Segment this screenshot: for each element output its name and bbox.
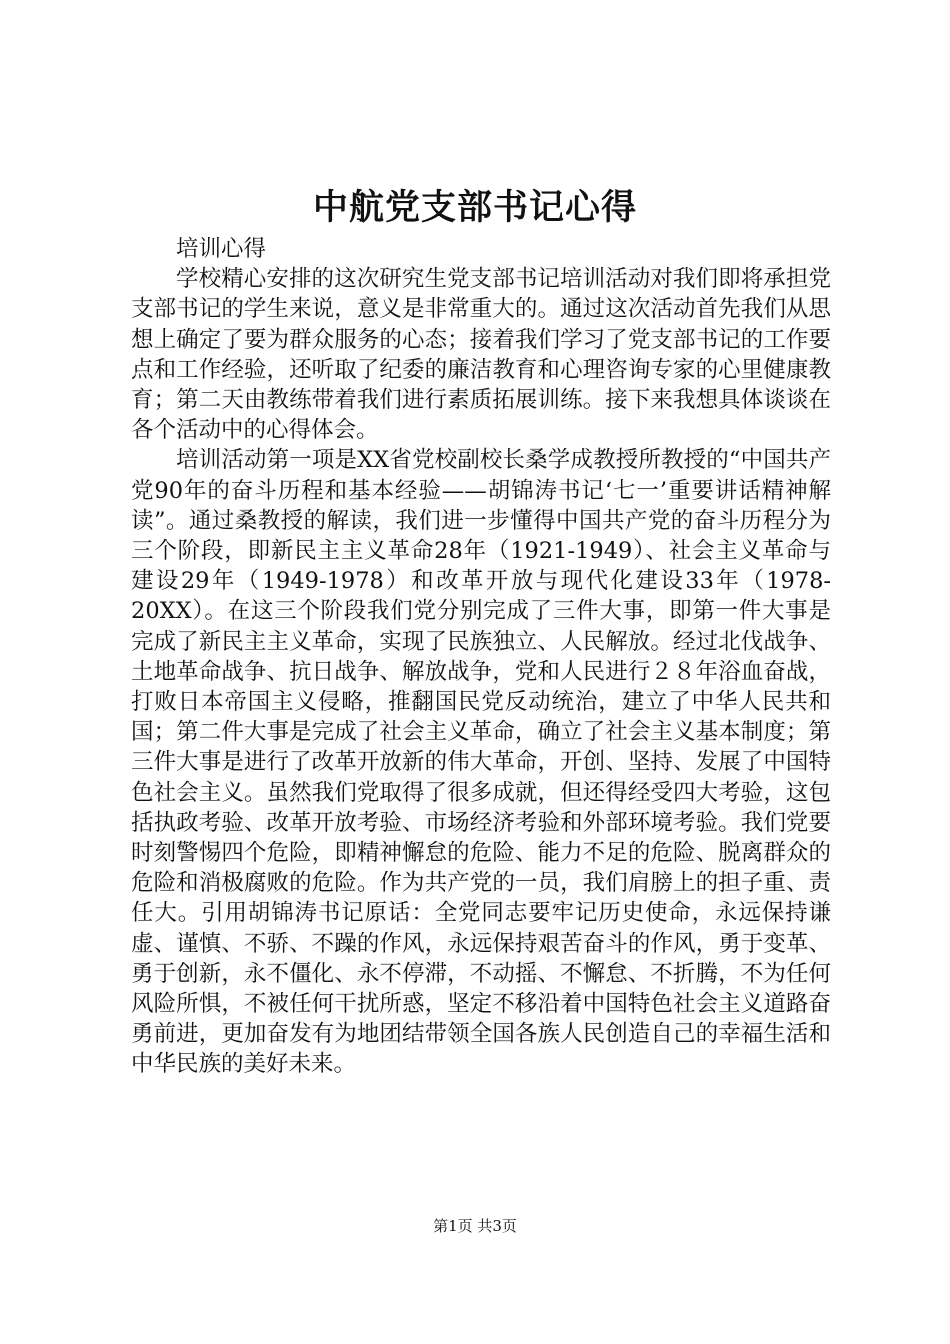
body-paragraph-1: 学校精心安排的这次研究生党支部书记培训活动对我们即将承担党支部书记的学生来说，意义是非常重大的。通过这次活动首先我们从思想上确定了要为群众服务的心态；接着我们学习了党支部书记的工作要点和工作经验，还听取了纪委的廉洁教育和心理咨询专家的心里健康教育；第二天由教练带着我们进行素质拓展训练。接下来我想具体谈谈在各个活动中的心得体会。 <box>131 266 831 444</box>
document-title: 中航党支部书记心得 <box>312 187 637 228</box>
body-paragraph-2: 培训活动第一项是XX省党校副校长桑学成教授所教授的“中国共产党90年的奋斗历程和基本经验——胡锦涛书记‘七一’重要讲话精神解读”。通过桑教授的解读，我们进一步懂得中国共产党的奋斗历程分为三个阶段，即新民主主义革命28年（1921-1949）、社会主义革命与建设29年（1949-1978）和改革开放与现代化建设33年（1978-20XX）。在这三个阶段我们党分别完成了三件大事，即第一件大事是完成了新民主主义革命，实现了民族独立、人民解放。经过北伐战争、土地革命战争、抗日战争、解放战争，党和人民进行２８年浴血奋战，打败日本帝国主义侵略，推翻国民党反动统治，建立了中华人民共和国；第二件大事是完成了社会主义革命，确立了社会主义基本制度；第三件大事是进行了改革开放新的伟大革命，开创、坚持、发展了中国特色社会主义。虽然我们党取得了很多成就，但还得经受四大考验，这包括执政考验、改革开放考验、市场经济考验和外部环境考验。我们党要时刻警惕四个危险，即精神懈怠的危险、能力不足的危险、脱离群众的危险和消极腐败的危险。作为共产党的一员，我们肩膀上的担子重、责任大。引用胡锦涛书记原话：全党同志要牢记历史使命，永远保持谦虚、谨慎、不骄、不躁的作风，永远保持艰苦奋斗的作风，勇于变革、勇于创新，永不僵化、永不停滞，不动摇、不懈怠、不折腾，不为任何风险所惧，不被任何干扰所惑，坚定不移沿着中国特色社会主义道路奋勇前进，更加奋发有为地团结带领全国各族人民创造自己的幸福生活和中华民族的美好未来。 <box>131 447 831 1078</box>
document-body <box>131 234 831 1080</box>
section-subheading: 培训心得 <box>176 236 267 262</box>
page-number-footer: 第1页 共3页 <box>433 1217 517 1235</box>
